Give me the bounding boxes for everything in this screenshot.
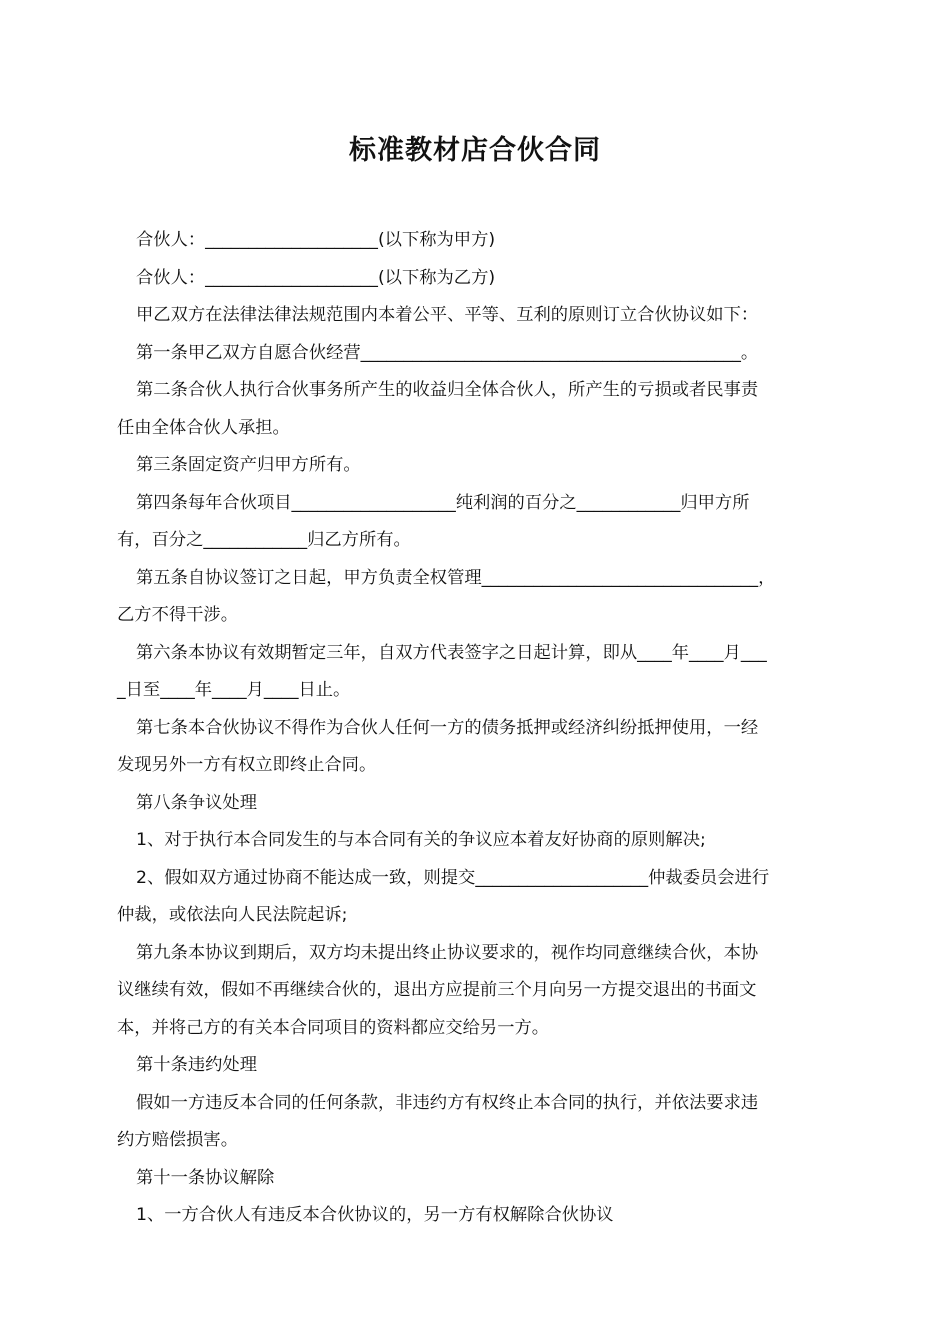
document-line: _日至____年____月____日止。: [117, 680, 351, 700]
document-line: 第十一条协议解除: [136, 1167, 275, 1188]
document-line: 有，百分之____________归乙方所有。: [117, 530, 411, 550]
document-line: 第三条固定资产归甲方所有。: [136, 455, 361, 475]
document-line: 第二条合伙人执行合伙事务所产生的收益归全体合伙人，所产生的亏损或者民事责: [136, 380, 759, 400]
document-title: 标准教材店合伙合同: [349, 135, 601, 166]
document-line: 第十条违约处理: [136, 1055, 257, 1075]
document-line: 第一条甲乙双方自愿合伙经营____________________________________________。: [136, 342, 759, 363]
document-line: 本，并将己方的有关本合同项目的资料都应交给另一方。: [117, 1017, 550, 1038]
document-line: 议继续有效，假如不再继续合伙的，退出方应提前三个月向另一方提交退出的书面文: [117, 980, 757, 1000]
document-line: 第九条本协议到期后，双方均未提出终止协议要求的，视作均同意继续合伙，本协: [136, 942, 759, 963]
document-line: 1、对于执行本合同发生的与本合同有关的争议应本着友好协商的原则解决;: [136, 830, 706, 850]
document-line: 第七条本合伙协议不得作为合伙人任何一方的债务抵押或经济纠纷抵押使用，一经: [136, 717, 759, 738]
document-body: [117, 222, 839, 1235]
document-line: 合伙人：____________________(以下称为甲方): [136, 230, 496, 250]
document-line: 乙方不得干涉。: [117, 605, 238, 625]
document-line: 仲裁，或依法向人民法院起诉;: [117, 905, 348, 925]
document-line: 发现另外一方有权立即终止合同。: [117, 755, 377, 775]
document-line: 合伙人：____________________(以下称为乙方): [136, 267, 496, 288]
document-line: 2、假如双方通过协商不能达成一致，则提交____________________仲裁委员会进行: [136, 867, 770, 888]
document-line: 第五条自协议签订之日起，甲方负责全权管理________________________________，: [136, 567, 776, 588]
document-line: 第六条本协议有效期暂定三年，自双方代表签字之日起计算，即从____年____月___: [136, 642, 767, 663]
document-line: 约方赔偿损害。: [117, 1130, 238, 1150]
document-line: 假如一方违反本合同的任何条款，非违约方有权终止本合同的执行，并依法要求违: [136, 1092, 759, 1113]
document-line: 第八条争议处理: [136, 792, 257, 813]
document-line: 第四条每年合伙项目___________________纯利润的百分之____________归甲方所: [136, 492, 750, 513]
document-line: 甲乙双方在法律法律法规范围内本着公平、平等、互利的原则订立合伙协议如下：: [136, 305, 759, 325]
document-line: 任由全体合伙人承担。: [117, 417, 290, 438]
document-line: 1、一方合伙人有违反本合伙协议的，另一方有权解除合伙协议: [136, 1205, 614, 1225]
